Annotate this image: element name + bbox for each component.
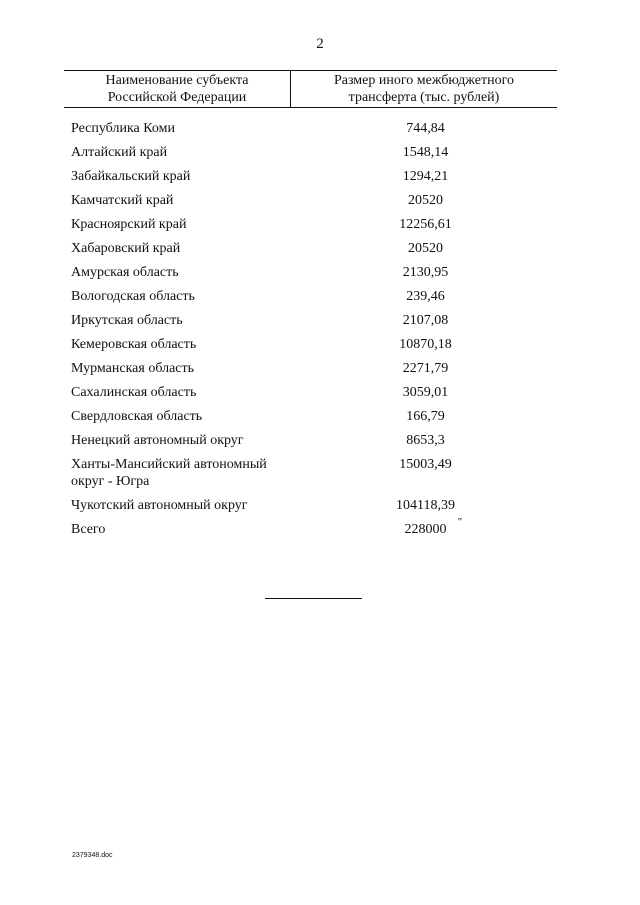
table-row xyxy=(0,192,640,216)
subject-name: Республика Коми xyxy=(71,121,175,136)
transfer-amount: 3059,01 xyxy=(402,385,449,400)
transfer-amount: 12256,61 xyxy=(399,217,452,232)
subject-name: Камчатский край xyxy=(71,193,174,208)
total-amount: 228000 xyxy=(404,522,447,537)
subject-name: Хабаровский край xyxy=(71,241,181,256)
subject-name: Амурская область xyxy=(71,265,179,280)
transfer-amount: 8653,3 xyxy=(406,433,445,448)
closing-quote-mark: " xyxy=(457,516,462,528)
transfer-amount: 104118,39 xyxy=(396,498,455,513)
table-body xyxy=(0,120,640,545)
table-row xyxy=(0,497,640,521)
document-id: 2379348.doc xyxy=(72,852,113,859)
amount-header-line1: Размер иного межбюджетного xyxy=(333,73,515,88)
subject-column-header xyxy=(64,72,290,106)
table-row xyxy=(0,432,640,456)
table-row xyxy=(0,168,640,192)
table-row xyxy=(0,240,640,264)
table-row xyxy=(0,408,640,432)
subject-name: Алтайский край xyxy=(71,145,168,160)
table-row xyxy=(0,216,640,240)
transfer-amount: 2271,79 xyxy=(402,361,449,376)
table-row xyxy=(0,360,640,384)
transfer-amount: 744,84 xyxy=(406,121,445,136)
subject-name: Ханты-Мансийский автономный округ - Югра xyxy=(71,457,267,489)
subject-name: Кемеровская область xyxy=(71,337,197,352)
table-row xyxy=(0,336,640,360)
table-row xyxy=(0,144,640,168)
subject-name: Забайкальский край xyxy=(71,169,191,184)
table-row xyxy=(0,120,640,144)
total-row xyxy=(0,516,640,545)
transfer-amount: 1548,14 xyxy=(402,145,449,160)
transfer-amount: 1294,21 xyxy=(402,169,449,184)
table-header xyxy=(64,70,557,108)
transfer-amount: 2107,08 xyxy=(402,313,449,328)
transfer-amount: 20520 xyxy=(408,193,443,208)
amount-header-line2: трансферта (тыс. рублей) xyxy=(348,90,500,105)
subject-name: Ненецкий автономный округ xyxy=(71,433,244,448)
subject-name: Вологодская область xyxy=(71,289,195,304)
table-row xyxy=(0,288,640,312)
table-row xyxy=(0,456,640,497)
end-of-document-line xyxy=(265,598,362,599)
table-row xyxy=(0,264,640,288)
transfer-amount: 239,46 xyxy=(406,289,445,304)
subject-header-line2: Российской Федерации xyxy=(107,90,247,105)
subject-name: Свердловская область xyxy=(71,409,203,424)
table-row xyxy=(0,312,640,336)
transfer-amount: 15003,49 xyxy=(399,457,452,472)
table-row xyxy=(0,384,640,408)
subject-name: Сахалинская область xyxy=(71,385,197,400)
subject-name: Мурманская область xyxy=(71,361,195,376)
page-number: 2 xyxy=(316,36,324,52)
total-label: Всего xyxy=(71,522,106,537)
transfer-amount: 10870,18 xyxy=(399,337,452,352)
transfer-amount: 166,79 xyxy=(406,409,445,424)
amount-column-header xyxy=(291,72,557,106)
transfer-amount: 20520 xyxy=(408,241,443,256)
subject-name: Чукотский автономный округ xyxy=(71,498,248,513)
subject-name: Иркутская область xyxy=(71,313,183,328)
transfer-amount: 2130,95 xyxy=(402,265,449,280)
subject-header-line1: Наименование субъекта xyxy=(105,73,249,88)
subject-name: Красноярский край xyxy=(71,217,187,232)
